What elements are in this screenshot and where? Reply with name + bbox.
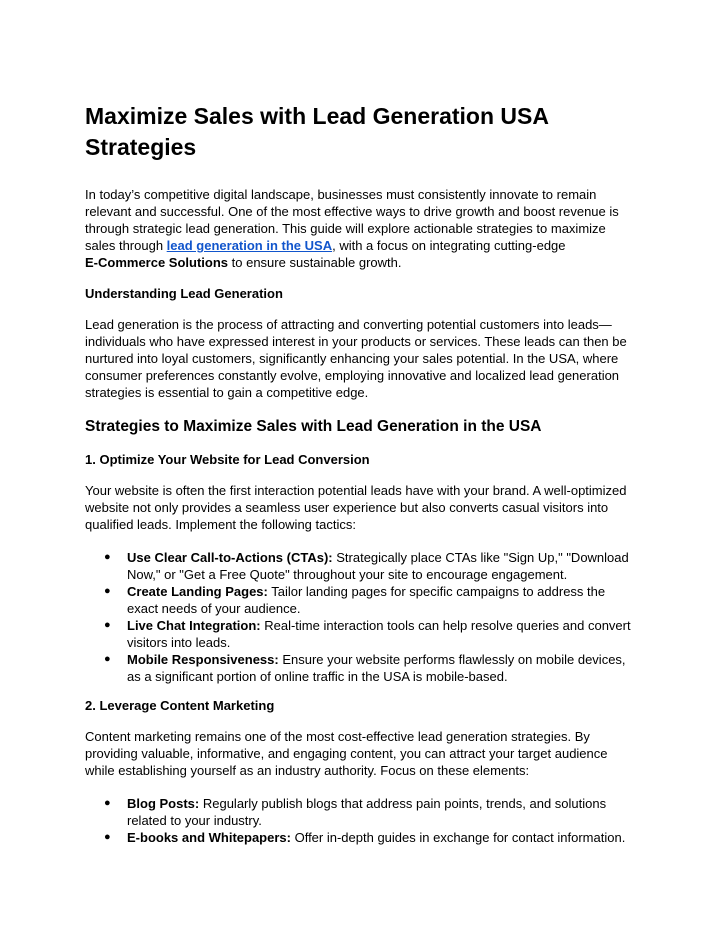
intro-paragraph	[85, 186, 637, 271]
list-item-label: Live Chat Integration:	[127, 618, 261, 633]
understanding-heading: Understanding Lead Generation	[85, 286, 283, 301]
list-item-text: Tailor landing pages for specific campaigns to address the exact needs of your audience.	[127, 584, 606, 616]
section2-list	[85, 795, 637, 846]
list-item-text: Offer in-depth guides in exchange for contact information.	[290, 830, 626, 845]
list-item-label: Mobile Responsiveness:	[127, 652, 279, 667]
bullet-icon: ●	[104, 797, 111, 809]
bullet-icon: ●	[104, 585, 111, 597]
bullet-icon: ●	[104, 831, 111, 843]
list-item	[85, 651, 637, 685]
list-item-text: Strategically place CTAs like "Sign Up," "Download Now," or "Get a Free Quote" throughout your site to encourage engagement.	[127, 550, 629, 582]
list-item-label: Create Landing Pages:	[127, 584, 268, 599]
bullet-icon: ●	[104, 619, 111, 631]
section1-paragraph: Your website is often the first interaction potential leads have with your brand. A well-optimized website not only provides a seamless user experience but also converts casual visitors into qualified leads. Implement the following tactics:	[85, 483, 627, 532]
list-item-text: Regularly publish blogs that address pain points, trends, and solutions related to your industry.	[127, 796, 607, 828]
understanding-paragraph: Lead generation is the process of attracting and converting potential customers into leads—individuals who have expressed interest in your products or services. These leads can then be nurtured into loyal customers, significantly enhancing your sales potential. In the USA, where consumer preferences constantly evolve, employing innovative and localized lead generation strategies is essential to gain a competitive edge.	[85, 317, 627, 400]
list-item-label: Blog Posts:	[127, 796, 200, 811]
section1-list	[85, 549, 637, 685]
list-item-label: E-books and Whitepapers:	[127, 830, 291, 845]
ecommerce-solutions-bold: E-Commerce Solutions	[85, 255, 229, 270]
list-item	[85, 795, 637, 829]
lead-generation-usa-link[interactable]: lead generation in the USA	[166, 238, 333, 253]
intro-text-end: to ensure sustainable growth.	[228, 255, 402, 270]
list-item-text: Ensure your website performs flawlessly on mobile devices, as a significant portion of online traffic in the USA is mobile-based.	[127, 652, 626, 684]
page-title: Maximize Sales with Lead Generation USA Strategies	[85, 103, 549, 160]
document-page	[85, 101, 637, 860]
list-item-label: Use Clear Call-to-Actions (CTAs):	[127, 550, 333, 565]
list-item	[85, 583, 637, 617]
section2-paragraph: Content marketing remains one of the most cost-effective lead generation strategies. By providing valuable, informative, and engaging content, you can attract your target audience while establishing yourself as an industry authority. Focus on these elements:	[85, 729, 608, 778]
list-item-text: Real-time interaction tools can help resolve queries and convert visitors into leads.	[127, 618, 631, 650]
bullet-icon: ●	[104, 653, 111, 665]
list-item	[85, 617, 637, 651]
section1-heading: 1. Optimize Your Website for Lead Conversion	[85, 452, 370, 467]
list-item	[85, 829, 637, 846]
list-item	[85, 549, 637, 583]
intro-text-continued: , with a focus on integrating cutting-edge	[332, 238, 566, 253]
strategies-heading: Strategies to Maximize Sales with Lead Generation in the USA	[85, 418, 542, 435]
intro-text: In today’s competitive digital landscape, businesses must consistently innovate to remain relevant and successful. One of the most effective ways to drive growth and boost revenue is through strategic lead generation. This guide will explore actionable strategies to maximize sales through	[85, 187, 619, 253]
bullet-icon: ●	[104, 551, 111, 563]
section2-heading: 2. Leverage Content Marketing	[85, 698, 275, 713]
